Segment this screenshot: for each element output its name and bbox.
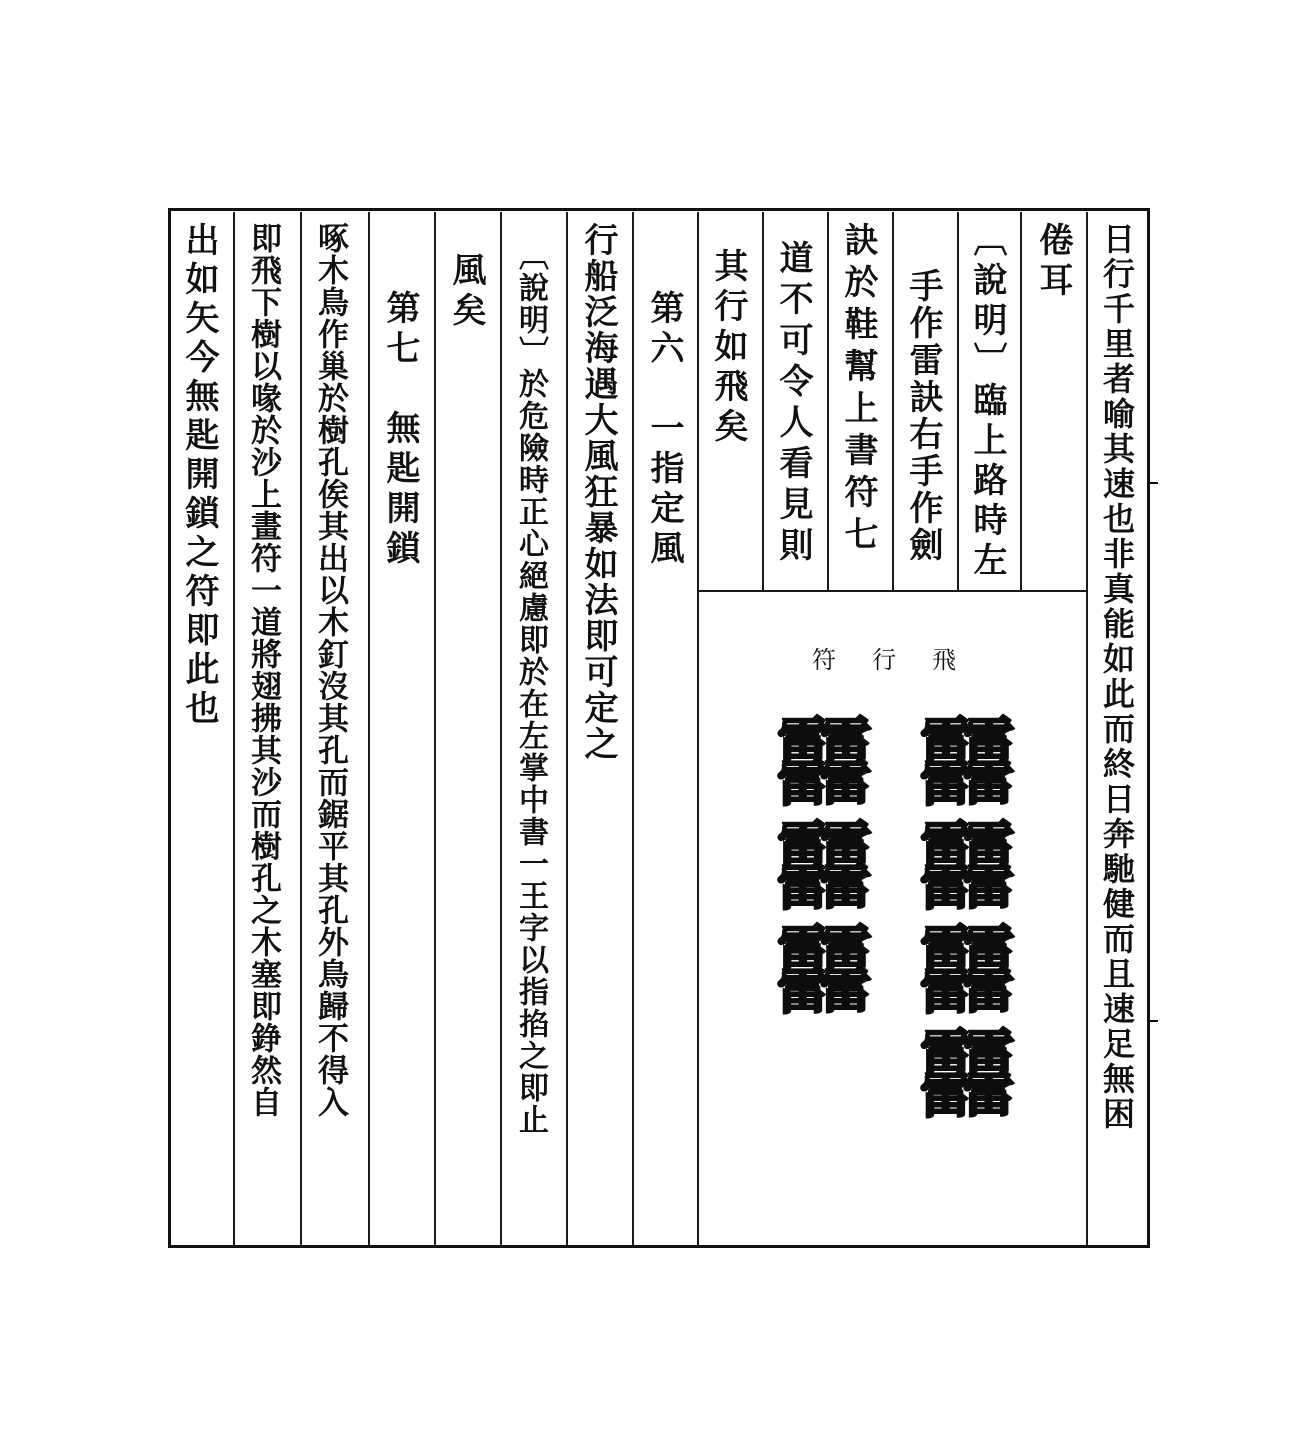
text-column-7: 其行如飛矣 bbox=[708, 248, 748, 448]
column-rule bbox=[632, 212, 634, 1246]
text-column-4: 手作雷訣右手作劍 bbox=[903, 268, 943, 564]
section-heading-6: 第六 一指定風 bbox=[644, 290, 684, 570]
text-column-6: 道不可令人看見則 bbox=[773, 240, 813, 568]
talisman-box-top-rule bbox=[697, 590, 1088, 592]
column-rule bbox=[368, 212, 370, 1246]
column-rule bbox=[1086, 212, 1088, 1246]
column-rule bbox=[697, 212, 699, 1246]
column-rule bbox=[1020, 212, 1022, 592]
text-column-5: 訣於鞋幫上書符七 bbox=[838, 222, 878, 558]
margin-tick bbox=[1150, 482, 1158, 484]
text-column-11: 風矣 bbox=[446, 252, 486, 332]
column-rule bbox=[566, 212, 568, 1246]
column-rule bbox=[500, 212, 502, 1246]
section-heading-7: 第七 無匙開鎖 bbox=[380, 290, 420, 570]
talisman-glyph-column-right: 䨻䨻䨻䨻 bbox=[904, 712, 1017, 1128]
text-column-13: 啄木鳥作巢於樹孔俟其出以木釘沒其孔而鋸平其孔外鳥歸不得入 bbox=[312, 222, 348, 1118]
talisman-glyph-column-left: 䨻䨻䨻 bbox=[761, 712, 874, 1024]
text-column-1: 日行千里者喻其速也非真能如此而終日奔馳健而且速足無困 bbox=[1098, 222, 1136, 1132]
text-column-9: 行船泛海遇大風狂暴如法即可定之 bbox=[578, 222, 618, 762]
column-rule bbox=[233, 212, 235, 1246]
text-column-10: 〔說明〕於危險時正心絕慮即於在左掌中書一王字以指掐之即止 bbox=[513, 240, 548, 1136]
text-column-14: 即飛下樹以喙於沙上畫符一道將翅拂其沙而樹孔之木塞即錚然自 bbox=[245, 222, 281, 1118]
text-column-3: 〔說明〕臨上路時左 bbox=[967, 222, 1007, 582]
column-rule bbox=[434, 212, 436, 1246]
column-rule bbox=[300, 212, 302, 1246]
text-column-15: 出如矢今無匙開鎖之符即此也 bbox=[179, 222, 219, 729]
column-rule bbox=[762, 212, 764, 592]
margin-tick bbox=[1150, 1020, 1158, 1022]
column-rule bbox=[827, 212, 829, 592]
talisman-caption: 飛行符 bbox=[812, 646, 992, 674]
text-column-2: 倦耳 bbox=[1033, 222, 1073, 302]
column-rule bbox=[957, 212, 959, 592]
column-rule bbox=[892, 212, 894, 592]
